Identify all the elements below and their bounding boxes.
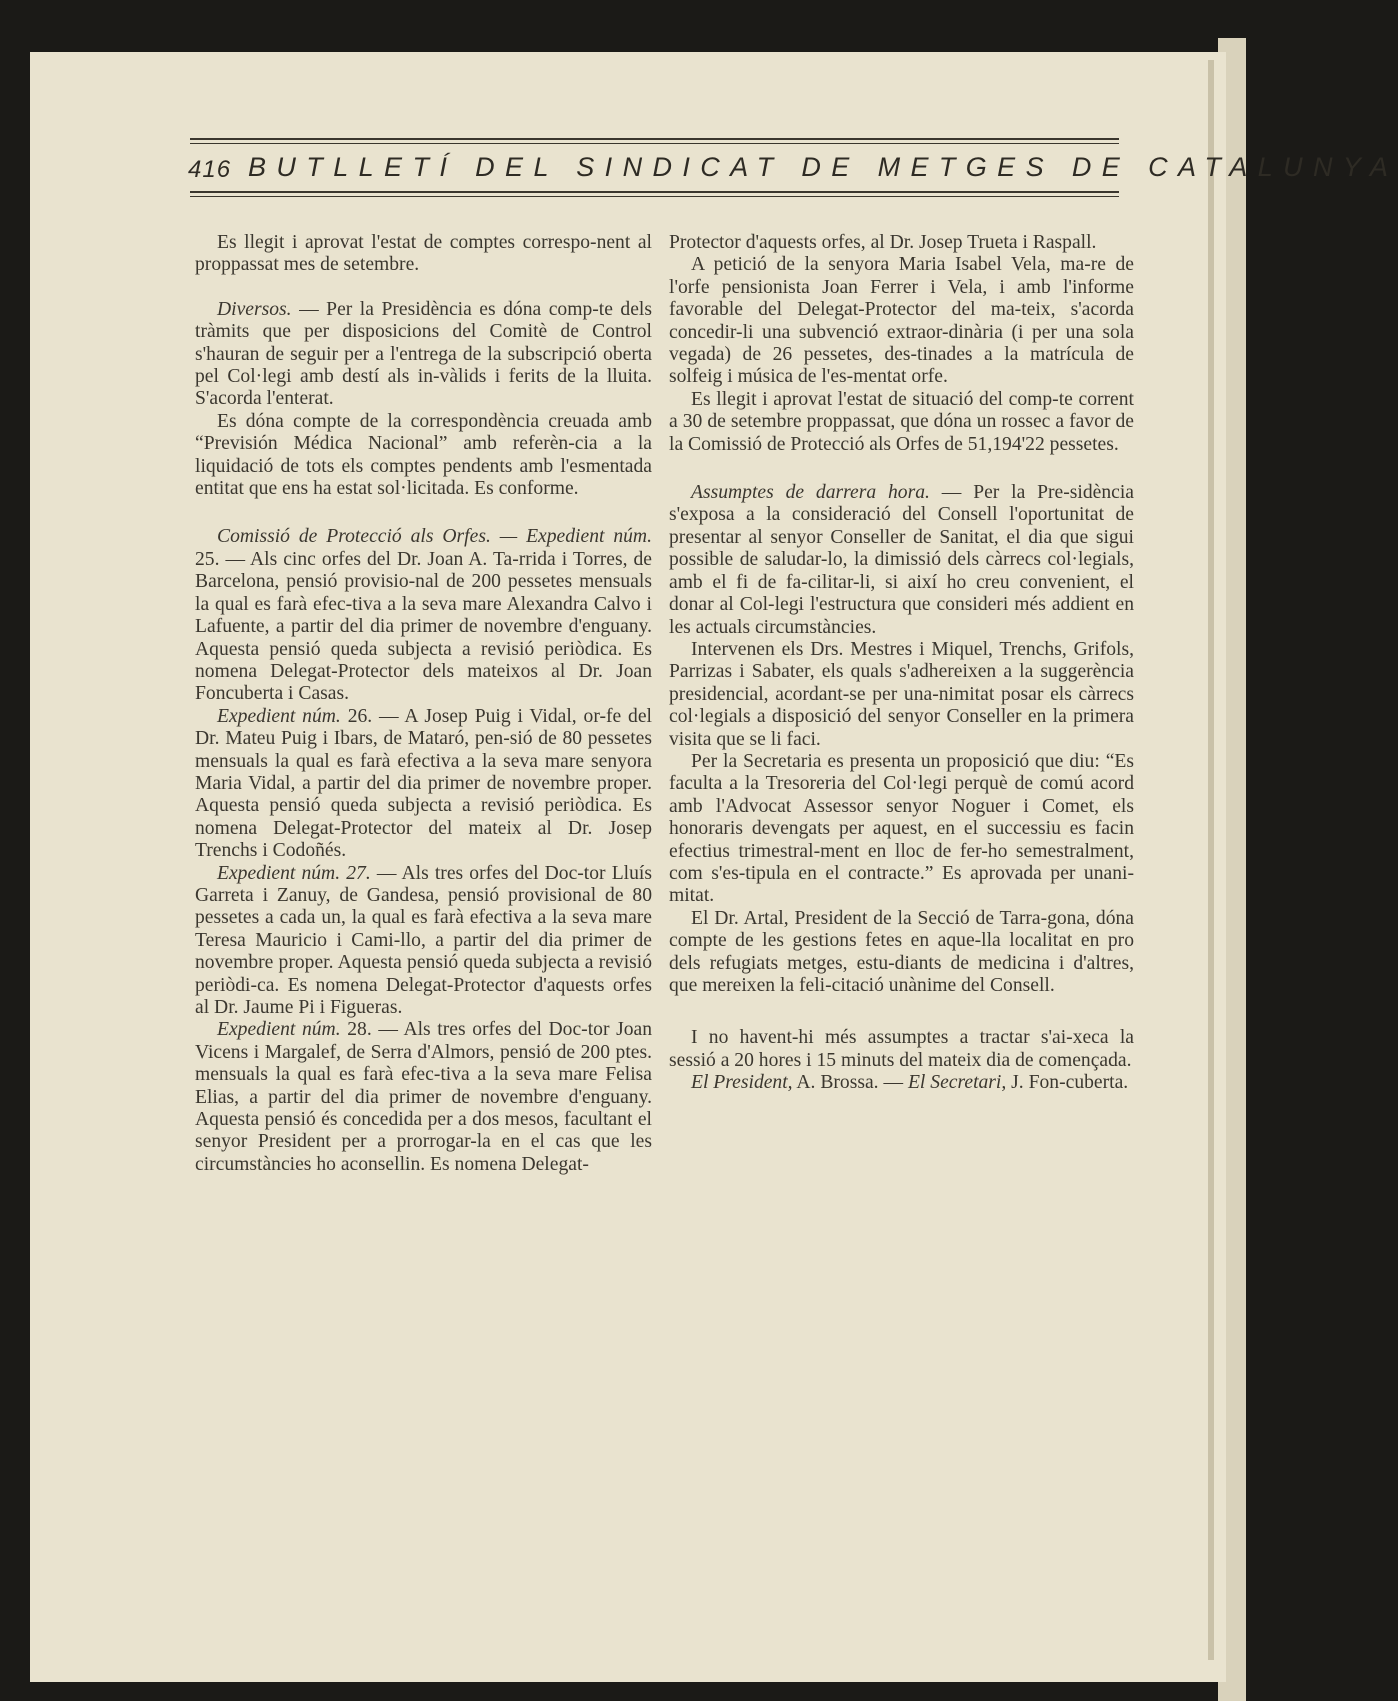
paragraph: Intervenen els Drs. Mestres i Miquel, Trenchs, Grifols, Parrizas i Sabater, els quals s'adhereixen a la suggerència presidencial, acordant-se per una-nimitat posar els càrrecs col·legials a disposició del senyor Conseller en la primera visita que se li faci.	[669, 638, 1134, 750]
paragraph: Expedient núm. 26. — A Josep Puig i Vidal, or-fe del Dr. Mateu Puig i Ibars, de Mataró, pen-sió de 80 pessetes mensuals la qual es farà efectiva a la seva mare senyora Maria Vidal, a partir del dia primer de novembre proper. Aquesta pensió queda subjecta a revisió periòdica. Es nomena Delegat-Protector del mateix al Dr. Josep Trenchs i Codoñés.	[195, 705, 652, 862]
running-header	[188, 152, 1398, 188]
paragraph: A petició de la senyora Maria Isabel Vela, ma-re de l'orfe pensionista Joan Ferrer i Vela, i amb l'informe favorable del Delegat-Protector del ma-teix, s'acorda concedir-li una subvenció extraor-dinària (i per una sola vegada) de 26 pessetes, des-tinades a la matrícula de solfeig i música de l'es-mentat orfe.	[669, 254, 1134, 388]
section-lead: Expedient núm.	[217, 705, 341, 727]
section-lead: Assumptes de darrera hora.	[691, 482, 930, 504]
paragraph: Assumptes de darrera hora. — Per la Pre-sidència s'exposa a la consideració del Consell l'oportunitat de presentar al senyor Conseller de Sanitat, el dia que sigui possible de saludar-lo, la dimissió dels càrrecs col·legials, amb el fi de fa-cilitar-li, si així ho creu convenient, el donar al Col-legi l'estructura que consideri més addient en les actuals circumstàncies.	[669, 482, 1134, 638]
paragraph: El Dr. Artal, President de la Secció de Tarra-gona, dóna compte de les gestions fetes en aque-lla localitat en pro dels refugiats metges, estu-diants de medicina i d'altres, que mereixen la feli-citació unànime del Consell.	[669, 907, 1134, 996]
page-number: 416	[188, 156, 232, 183]
president-label: El President,	[691, 1072, 793, 1094]
paragraph: Es dóna compte de la correspondència creuada amb “Previsión Médica Nacional” amb referèn-cia a la liquidació de tots els comptes pendents amb l'esmentada entitat que ens ha estat sol·licitada. Es conforme.	[195, 410, 652, 500]
paragraph: Expedient núm. 28. — Als tres orfes del Doc-tor Joan Vicens i Margalef, de Serra d'Almors, pensió de 200 ptes. mensuals la qual es farà efec-tiva a la seva mare Felisa Elias, a partir del dia primer de novembre d'enguany. Aquesta pensió és concedida per a dos mesos, facultant el senyor President per a prorrogar-la en el cas que les circumstàncies ho aconsellin. Es nomena Delegat-	[195, 1019, 653, 1175]
president-name: A. Brossa. —	[792, 1072, 908, 1094]
header-rule-top	[190, 138, 1119, 140]
paragraph: Expedient núm. 27. — Als tres orfes del Doc-tor Lluís Garreta i Zanuy, de Gandesa, pensió provisional de 80 pessetes a cada un, la qual es farà efectiva a la seva mare Teresa Mauricio i Cami-llo, a partir del dia primer de novembre proper. Aquesta pensió queda subjecta a revisió periòdi-ca. Es nomena Delegat-Protector d'aquests orfes al Dr. Jaume Pi i Figueras.	[195, 862, 652, 1018]
signatures	[669, 1072, 1134, 1094]
header-rule-bottom	[190, 191, 1119, 193]
section-lead: Expedient núm. 27.	[217, 862, 371, 884]
paragraph: Es llegit i aprovat l'estat de situació del comp-te corrent a 30 de setembre proppassat, que dóna un rossec a favor de la Comissió de Protecció als Orfes de 51,194'22 pessetes.	[669, 388, 1134, 455]
section-lead: Comissió de Protecció als Orfes. — Expedient núm.	[217, 526, 652, 548]
left-column	[195, 232, 652, 1176]
header-rule-bottom-thin	[190, 196, 1119, 197]
page-fold-shadow	[1208, 60, 1214, 1660]
section-lead: Diversos.	[217, 298, 292, 320]
paragraph: Per la Secretaria es presenta un proposició que diu: “Es faculta a la Tresoreria del Col·legi perquè de comú acord amb l'Advocat Assessor senyor Noguer i Comet, els honoraris devengats per aquest, en el successiu es facin efectius trimestral-ment en lloc de fer-ho semestralment, com s'es-tipula en el contracte.” Es aprovada per unani-mitat.	[669, 750, 1134, 907]
paragraph: I no havent-hi més assumptes a tractar s'ai-xeca la sessió a 20 hores i 15 minuts del mateix dia de començada.	[669, 1027, 1134, 1071]
paragraph: Diversos. — Per la Presidència es dóna comp-te dels tràmits que per disposicions del Comitè de Control s'hauran de seguir per a l'entrega de la subscripció oberta pel Col·legi amb destí als in-vàlids i ferits de la lluita. S'acorda l'enterat.	[195, 298, 652, 410]
running-title: BUTLLETÍ DEL SINDICAT DE METGES DE CATALUNYA	[248, 152, 1398, 182]
paragraph: Comissió de Protecció als Orfes. — Expedient núm. 25. — Als cinc orfes del Dr. Joan A. Ta-rrida i Torres, de Barcelona, pensió provisio-nal de 200 pessetes mensuals la qual es farà efec-tiva a la seva mare Alexandra Calvo i Lafuente, a partir del dia primer de novembre d'enguany. Aquesta pensió queda subjecta a revisió periòdica. Es nomena Delegat-Protector dels mateixos al Dr. Joan Foncuberta i Casas.	[195, 526, 652, 705]
paragraph: Es llegit i aprovat l'estat de comptes correspo-nent al proppassat mes de setembre.	[195, 232, 652, 276]
header-rule-top-thin	[190, 143, 1119, 144]
secretary-label: El Secretari,	[907, 1072, 1007, 1094]
section-lead: Expedient núm.	[217, 1019, 341, 1041]
right-column	[669, 232, 1134, 1095]
paragraph: Protector d'aquests orfes, al Dr. Josep Trueta i Raspall.	[669, 232, 1097, 253]
secretary-name: J. Fon-cuberta.	[1006, 1072, 1129, 1094]
